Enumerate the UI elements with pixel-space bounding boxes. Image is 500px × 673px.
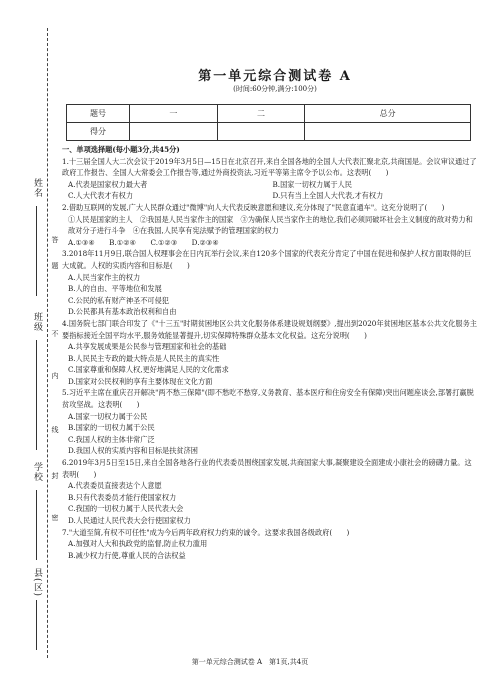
question-stem: 3.2018年11月9日,联合国人权理事会在日内瓦举行会议,来自120多个国家的代表充分肯定了中国在促进和保护人权方面取得的巨大成就。人权的实质内容和目标是( ) bbox=[62, 249, 472, 270]
question-block bbox=[62, 156, 477, 202]
answer-option[interactable]: D.国家对公民权利的享有主要体现在文化方面 bbox=[68, 376, 213, 386]
answer-option[interactable]: A.代表委员直接表达个人意愿 bbox=[68, 481, 162, 491]
name-fill-line bbox=[36, 206, 37, 296]
score-cell: 题号 bbox=[67, 105, 130, 123]
answer-option[interactable]: A.国家一切权力属于公民 bbox=[68, 411, 148, 421]
school-label: 学校 bbox=[32, 462, 42, 482]
answer-option[interactable]: B.只有代表委员才能行使国家权力 bbox=[68, 492, 177, 502]
exam-subtitle: (时间:60分钟,满分:100分) bbox=[233, 85, 317, 93]
page-footer: 第一单元综合测试卷 A 第1页,共4页 bbox=[191, 658, 309, 666]
question-stem: 7."大道至简,有权不可任性"成为今后两年政府权力约束的诚令。这要求我国各级政府( ) bbox=[62, 527, 350, 537]
answer-option[interactable]: C.公民的私有财产神圣不可侵犯 bbox=[68, 295, 169, 305]
answer-option[interactable]: A.加强对人大和执政党的监督,防止权力滥用 bbox=[68, 539, 208, 549]
score-input-cell[interactable] bbox=[130, 123, 218, 141]
question-stem: 5.习近平主席在重庆召开解决"两不愁三保障"(即不愁吃不愁穿,义务教育、基本医疗和住房安全有保障)突出问题座谈会,部署打赢脱贫攻坚战。这表明( ) bbox=[62, 388, 474, 410]
question-block bbox=[62, 202, 477, 248]
answer-option[interactable]: B.人民民主专政的最大特点是人民民主的真实性 bbox=[68, 353, 220, 363]
score-table bbox=[66, 104, 471, 141]
answer-option[interactable]: B.人的自由、平等地位和发展 bbox=[68, 284, 162, 294]
question-stem: 4.国务院七部门联合印发了《"十三五"时期贫困地区公共文化服务体系建设规划纲要》,提出到2020年贫困地区基本公共文化服务主要指标接近全国平均水平,服务效能显著提升,切实保障特殊群众基本文化权益。这充分说明( ) bbox=[62, 318, 477, 340]
answer-option[interactable]: C.人大代表才有权力 bbox=[68, 191, 134, 201]
answer-option[interactable]: C.我国人权的主体非常广泛 bbox=[68, 434, 155, 444]
seal-char: 内 bbox=[51, 372, 59, 379]
seal-char: 封 bbox=[51, 472, 59, 479]
question-block bbox=[62, 457, 477, 527]
school-fill-line bbox=[36, 490, 37, 560]
answer-option[interactable]: D.人民通过人民代表大会行使国家权力 bbox=[68, 516, 191, 525]
score-input-cell[interactable] bbox=[305, 123, 471, 141]
score-cell: 一 bbox=[130, 105, 218, 123]
question-block bbox=[62, 318, 477, 388]
county-fill-line bbox=[36, 600, 37, 650]
score-table-score-row bbox=[67, 123, 471, 141]
score-table-header-row bbox=[67, 105, 471, 123]
answer-option[interactable]: B.国家的一切权力属于公民 bbox=[68, 423, 155, 433]
binding-dashed-line bbox=[47, 28, 48, 658]
exam-title: 第一单元综合测试卷 A bbox=[198, 69, 352, 84]
score-cell: 总分 bbox=[305, 105, 471, 123]
question-stem: 1.十三届全国人大二次会议于2019年3月5日—15日在北京召开,来自全国各地的全国人大代表汇聚北京,共商国是。会议审议通过了政府工作报告、全国人大常委会工作报告等,通过外商投资法,习近平等第主席令予以公布。这表明( ) bbox=[62, 156, 477, 178]
answer-option[interactable]: A.①③④ B.①②④ C.①②③ D.②③④ bbox=[68, 237, 219, 247]
seal-char: 不 bbox=[51, 330, 59, 337]
answer-option[interactable]: A.人民当家作主的权力 bbox=[68, 272, 141, 282]
class-fill-line bbox=[36, 340, 37, 450]
class-label: 班级 bbox=[32, 312, 42, 332]
question-block bbox=[62, 248, 477, 318]
score-cell: 得分 bbox=[67, 123, 130, 141]
score-input-cell[interactable] bbox=[217, 123, 305, 141]
answer-option[interactable]: ①人民是国家的主人 ②我国是人民当家作主的国家 ③为确保人民当家作主的地位,我们必须同破坏社会主义制度的敌对势力和敌对分子进行斗争 ④在我国,人民享有宪法赋予的管理国家的权力 bbox=[68, 214, 473, 236]
answer-option[interactable]: D.我国人权的实质内容和目标是扶贫济困 bbox=[68, 446, 198, 456]
answer-option[interactable]: D.只有当上全国人大代表,才有权力 bbox=[272, 191, 384, 201]
option-row bbox=[68, 179, 477, 191]
name-label: 姓名 bbox=[32, 178, 42, 198]
seal-char: 密 bbox=[51, 514, 59, 521]
answer-option[interactable]: A.共享发展成果是公民参与管理国家和社会的基础 bbox=[68, 342, 227, 352]
question-block bbox=[62, 387, 477, 457]
answer-option[interactable]: B.减少权力行使,尊重人民的合法权益 bbox=[68, 550, 186, 560]
answer-option[interactable]: B.国家一切权力属于人民 bbox=[272, 179, 352, 189]
question-stem: 2.借助互联网的发展,广大人民群众通过"微博"向人大代表反映意愿和建议,充分体现了"民意直通车"。这充分说明了( ) bbox=[62, 202, 445, 212]
score-cell: 二 bbox=[217, 105, 305, 123]
section-title: 一、单项选择题(每小题3分,共45分) bbox=[62, 145, 180, 154]
answer-option[interactable]: D.公民都具有基本政治权利和自由 bbox=[68, 307, 177, 317]
answer-option[interactable]: C.我国的一切权力属于人民代表大会 bbox=[68, 504, 184, 514]
seal-char: 答 bbox=[51, 236, 59, 243]
question-area bbox=[62, 144, 477, 561]
question-block bbox=[62, 527, 477, 562]
county-label: 县(区) bbox=[32, 568, 42, 598]
question-list bbox=[62, 156, 477, 562]
answer-option[interactable]: C.国家尊重和保障人权,更好地满足人民的文化需求 bbox=[68, 365, 229, 375]
seal-char: 题 bbox=[51, 262, 59, 269]
option-row bbox=[68, 190, 477, 202]
seal-char: 线 bbox=[51, 426, 59, 433]
question-stem: 6.2019年3月5日至15日,来自全国各地各行业的代表委员围绕国家发展,共商国家大事,凝聚建设全面建成小康社会的磅礴力量。这表明( ) bbox=[62, 458, 472, 479]
answer-option[interactable]: A.代表是国家权力最大者 bbox=[68, 179, 148, 189]
